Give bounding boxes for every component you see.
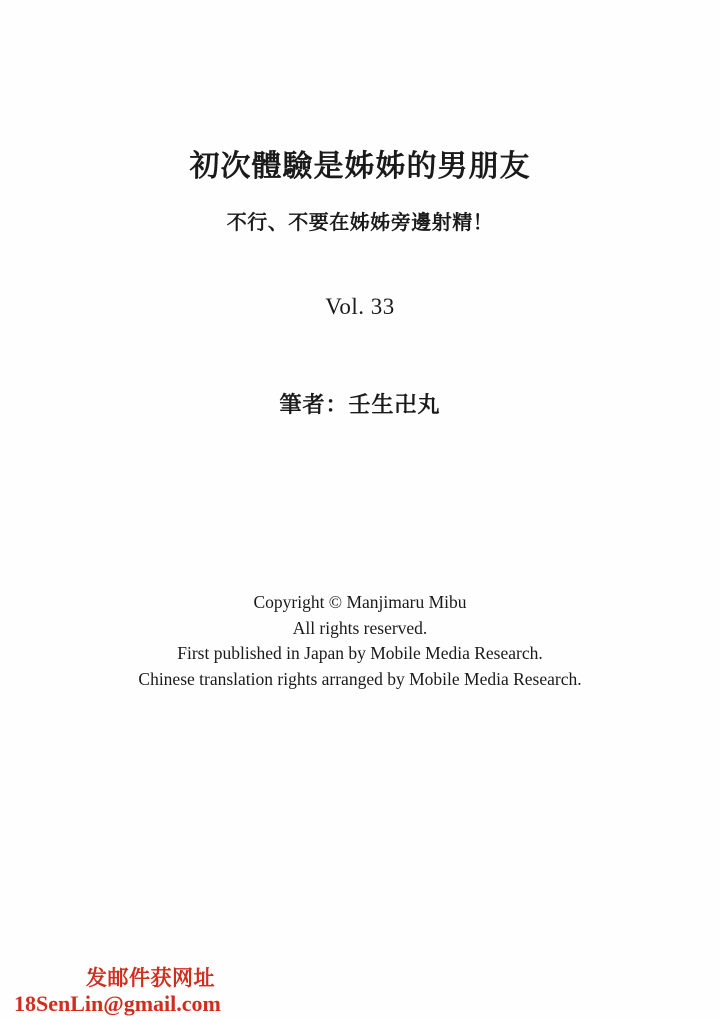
title-block bbox=[0, 148, 720, 235]
watermark bbox=[14, 966, 221, 1017]
book-main-title: 初次體驗是姊姊的男朋友 bbox=[189, 150, 531, 183]
copyright-line-1: Copyright © Manjimaru Mibu bbox=[253, 592, 467, 612]
watermark-line-2: 18SenLin@gmail.com bbox=[14, 991, 221, 1017]
watermark-line-1: 发邮件获网址 bbox=[86, 966, 215, 991]
volume-label: Vol. 33 bbox=[325, 294, 395, 319]
book-sub-title: 不行、不要在姊姊旁邊射精！ bbox=[226, 211, 494, 234]
copyright-line-2: All rights reserved. bbox=[292, 617, 428, 638]
author-credit: 筆者：壬生卍丸 bbox=[279, 392, 441, 417]
copyright-line-4: Chinese translation rights arranged by Mobile Media Research. bbox=[138, 669, 582, 690]
copyright-line-3: First published in Japan by Mobile Media Research. bbox=[177, 643, 543, 664]
copyright-block bbox=[0, 590, 720, 693]
